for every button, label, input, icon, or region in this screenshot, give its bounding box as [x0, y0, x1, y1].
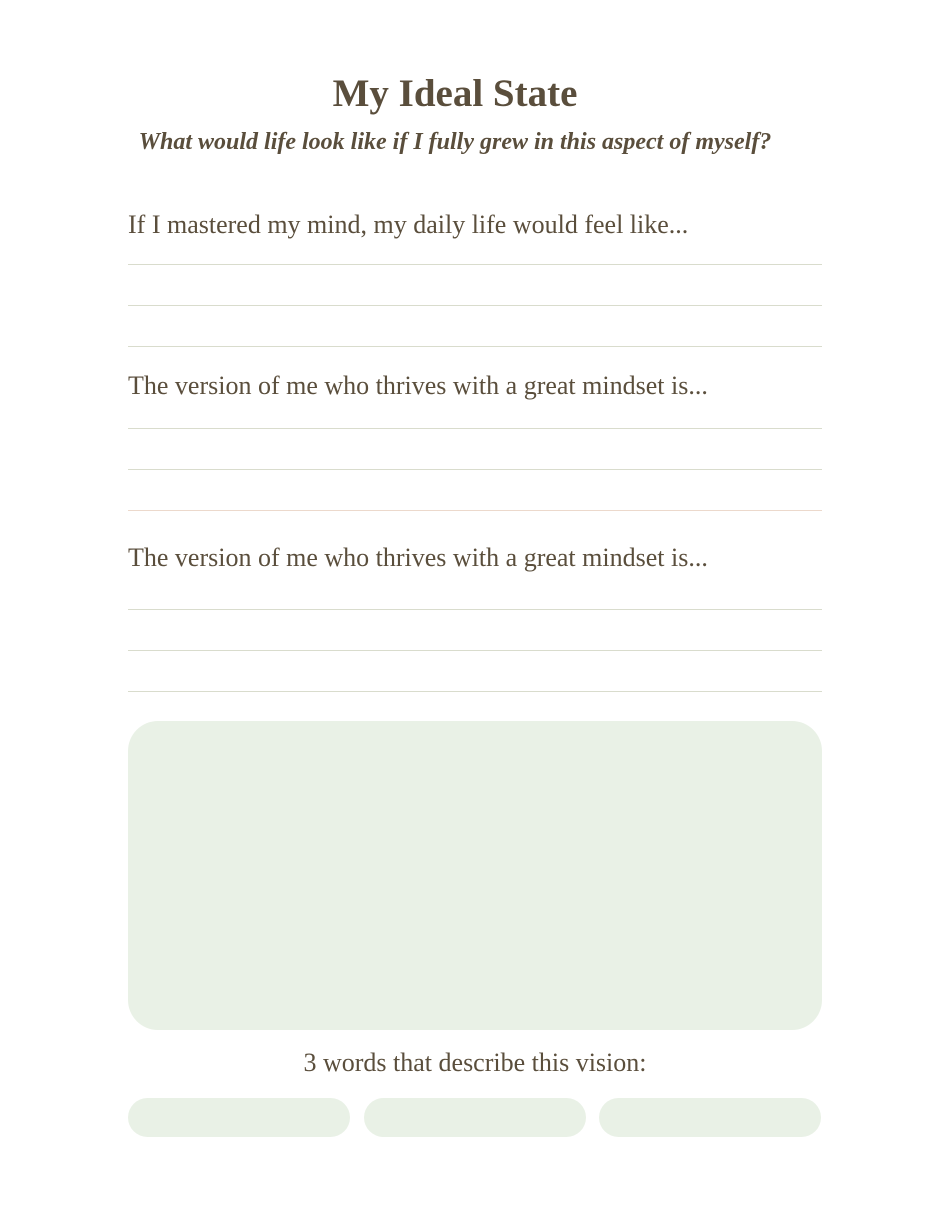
word-input-1[interactable]: [128, 1098, 350, 1137]
page-title: My Ideal State: [332, 72, 578, 115]
writing-line[interactable]: [128, 691, 822, 692]
prompt-thriving-version: The version of me who thrives with a great mindset is...: [128, 371, 708, 400]
three-words-label: 3 words that describe this vision:: [303, 1048, 647, 1077]
writing-line[interactable]: [128, 428, 822, 429]
page-subtitle: What would life look like if I fully grew in this aspect of myself?: [138, 129, 772, 155]
writing-line[interactable]: [128, 346, 822, 347]
writing-line[interactable]: [128, 469, 822, 470]
writing-line[interactable]: [128, 650, 822, 651]
writing-line[interactable]: [128, 510, 822, 511]
writing-line[interactable]: [128, 264, 822, 265]
writing-line[interactable]: [128, 609, 822, 610]
word-input-3[interactable]: [599, 1098, 821, 1137]
prompt-daily-life: If I mastered my mind, my daily life would feel like...: [128, 210, 689, 239]
prompt-thriving-version-2: The version of me who thrives with a great mindset is...: [128, 543, 708, 572]
writing-line[interactable]: [128, 305, 822, 306]
vision-drawing-area[interactable]: [128, 721, 822, 1030]
word-input-2[interactable]: [364, 1098, 586, 1137]
